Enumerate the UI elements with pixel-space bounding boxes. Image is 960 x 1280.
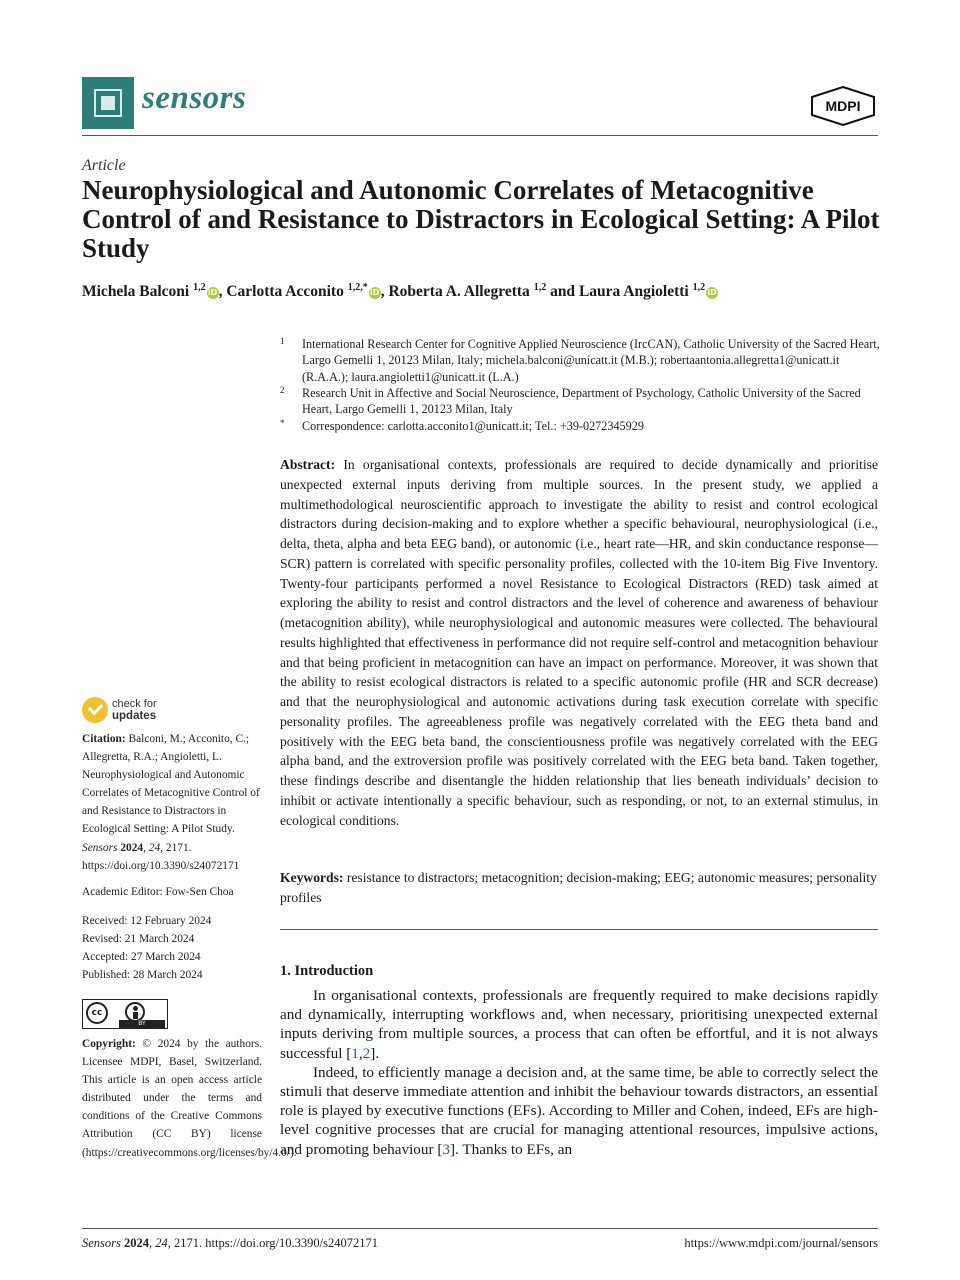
check-icon	[82, 697, 108, 723]
section-heading: 1. Introduction	[280, 963, 374, 979]
citation-link[interactable]: 3	[442, 1140, 450, 1158]
copyright-text: © 2024 by the authors. Licensee MDPI, Basel, Switzerland. This article is an open access article distributed under the terms and conditions of the Creative Commons Attribution (CC BY) license (https://creativecommons.org/licenses/by/4.0/).	[82, 1038, 297, 1159]
check-for-updates-button[interactable]: check for updates	[82, 697, 262, 725]
article-title: Neurophysiological and Autonomic Correlates of Metacognitive Control of and Resistance to Distractors in Ecological Setting: A Pilot Study	[82, 175, 880, 263]
orcid-icon[interactable]: iD	[707, 288, 717, 298]
introduction-body	[280, 986, 878, 1159]
keywords-text: resistance to distractors; metacognition; decision-making; EEG; autonomic measures; personality profiles	[280, 870, 877, 905]
correspondence: * Correspondence: carlotta.acconito1@unicatt.it; Tel.: +39-0272345929	[280, 418, 644, 433]
journal-logo	[82, 77, 134, 129]
attribution-icon	[125, 1002, 145, 1022]
copyright-notice	[82, 1035, 297, 1162]
abstract-text: In organisational contexts, professionals are required to decide dynamically and prioritise unexpected external inputs deriving from multiple sources. In the present study, we applied a multimethodological neuroscientific approach to investigate the ability to resist and control ecological distractors during decision-making and to explore whether a specific behavioural, neurophysiological (i.e., delta, theta, alpha and beta EEG band), or autonomic (i.e., heart rate—HR, and skin conductance response—SCR) pattern is correlated with specific personality profiles, collected with the 10-item Big Five Inventory. Twenty-four participants performed a novel Resistance to Ecological Distractors (RED) task aimed at exploring the ability to resist and control distractors and the level of coherence and awareness of behaviour (metacognition ability), while neurophysiological and autonomic measures were collected. The behavioural results highlighted that effectiveness in performance did not require self-control and metacognition behaviour and that being proficient in metacognition can have an impact on performance. Moreover, it was shown that the ability to resist ecological distractors is related to a specific autonomic profile (HR and SCR decrease) and that the neurophysiological and autonomic activations during task execution correlate with specific personality profiles. The agreeableness profile was negatively correlated with the EEG theta band and positively with the EEG beta band, the conscientiousness profile was negatively correlated with the EEG alpha band, and the extroversion profile was positively correlated with the EEG beta band. Taken together, these findings describe and disentangle the hidden relationship that lies beneath individuals’ decision to inhibit or activate intentionally a specific behaviour, such as responding, or not, to an external stimulus, in ecological conditions.	[280, 457, 878, 828]
author-name: Michela Balconi	[82, 283, 190, 301]
keywords	[280, 868, 878, 908]
abstract	[280, 455, 878, 830]
orcid-icon[interactable]: iD	[207, 288, 218, 298]
author-affiliation: 1,2,*	[347, 282, 368, 293]
date-received: Received: 12 February 2024	[82, 915, 212, 927]
date-revised: Revised: 21 March 2024	[82, 933, 195, 945]
footer-journal-url[interactable]: https://www.mdpi.com/journal/sensors	[684, 1236, 878, 1250]
orcid-icon[interactable]: iD	[370, 288, 380, 298]
citation-link[interactable]: 2	[362, 1044, 371, 1062]
cc-icon: cc	[86, 1002, 108, 1024]
mdpi-text: MDPI	[825, 98, 861, 114]
citation-label: Citation:	[82, 733, 126, 745]
paragraph: Indeed, to efficiently manage a decision and, at the same time, be able to correctly select the stimuli that deserve immediate attention and inhibit the behaviour towards distractors, an essential role is played by executive functions (EFs). According to Miller and Cohen, indeed, EFs are high-level cognitive processes that are crucial for managing attentional resources, impulsive actions, and promoting behaviour [3]. Thanks to EFs, an	[280, 1063, 878, 1158]
keywords-label: Keywords:	[280, 870, 344, 885]
by-label: BY	[119, 1020, 165, 1028]
author-affiliation: 1,2	[692, 282, 706, 293]
paragraph: In organisational contexts, professionals are frequently required to make decisions rapidly and dynamically, interrupting workflows and, when necessary, prioritising unexpected external inputs deriving from multiple sources, a process that can often be effortful, and it is not always successful [1,2].	[280, 987, 878, 1062]
citation-link[interactable]: 1	[351, 1044, 359, 1062]
affiliation-1: 1 International Research Center for Cognitive Applied Neuroscience (IrcCAN), Catholic University of the Sacred Heart, Largo Gemelli 1, 20123 Milan, Italy; michela.balconi@unicatt.it (M.B.); robertaantonia.allegretta1@unicatt.it (R.A.A.); laura.angioletti1@unicatt.it (L.A.)	[280, 336, 880, 384]
header-rule	[82, 135, 878, 136]
author-list: Michela Balconi $^{1,2}$ iD, Carlotta Acconito $^{1,2,*}$ iD, Roberta A. Allegretta $^{1,2}$ and Laura Angioletti $^{1,2}$ iD	[82, 282, 717, 301]
author-name: Roberta A. Allegretta	[388, 283, 530, 301]
journal-name: sensors	[142, 80, 247, 116]
citation-block: Citation: Balconi, M.; Acconito, C.; Allegretta, R.A.; Angioletti, L. Neurophysiological and Autonomic Correlates of Metacognitive Control of and Resistance to Distractors in Ecological Setting: A Pilot Study. Sensors 2024, 24, 2171. https://doi.org/10.3390/s24072171	[82, 733, 260, 872]
mdpi-logo	[810, 86, 876, 126]
article-type: Article	[82, 157, 126, 174]
cc-by-license-badge[interactable]	[82, 999, 168, 1029]
academic-editor: Academic Editor: Fow-Sen Choa	[82, 886, 234, 898]
date-accepted: Accepted: 27 March 2024	[82, 951, 201, 963]
author-affiliation: 1,2	[533, 282, 547, 293]
section-rule	[280, 929, 878, 930]
citation-text: Balconi, M.; Acconito, C.; Allegretta, R.A.; Angioletti, L. Neurophysiological and Autonomic Correlates of Metacognitive Control of and Resistance to Distractors in Ecological Setting: A Pilot Study.	[82, 733, 260, 836]
author-name: Carlotta Acconito	[226, 283, 344, 301]
footer-rule	[82, 1228, 878, 1229]
author-conjunction: and	[550, 283, 576, 301]
author-name: Laura Angioletti	[578, 283, 689, 301]
footer-citation: Sensors 2024, 24, 2171. https://doi.org/10.3390/s24072171	[82, 1236, 378, 1250]
copyright-label: Copyright:	[82, 1038, 136, 1050]
abstract-label: Abstract:	[280, 457, 336, 472]
author-affiliation: 1,2	[193, 282, 206, 293]
date-published: Published: 28 March 2024	[82, 969, 203, 981]
affiliation-2: 2 Research Unit in Affective and Social Neuroscience, Department of Psychology, Catholic University of the Sacred Heart, Largo Gemelli 1, 20123 Milan, Italy	[280, 385, 861, 417]
